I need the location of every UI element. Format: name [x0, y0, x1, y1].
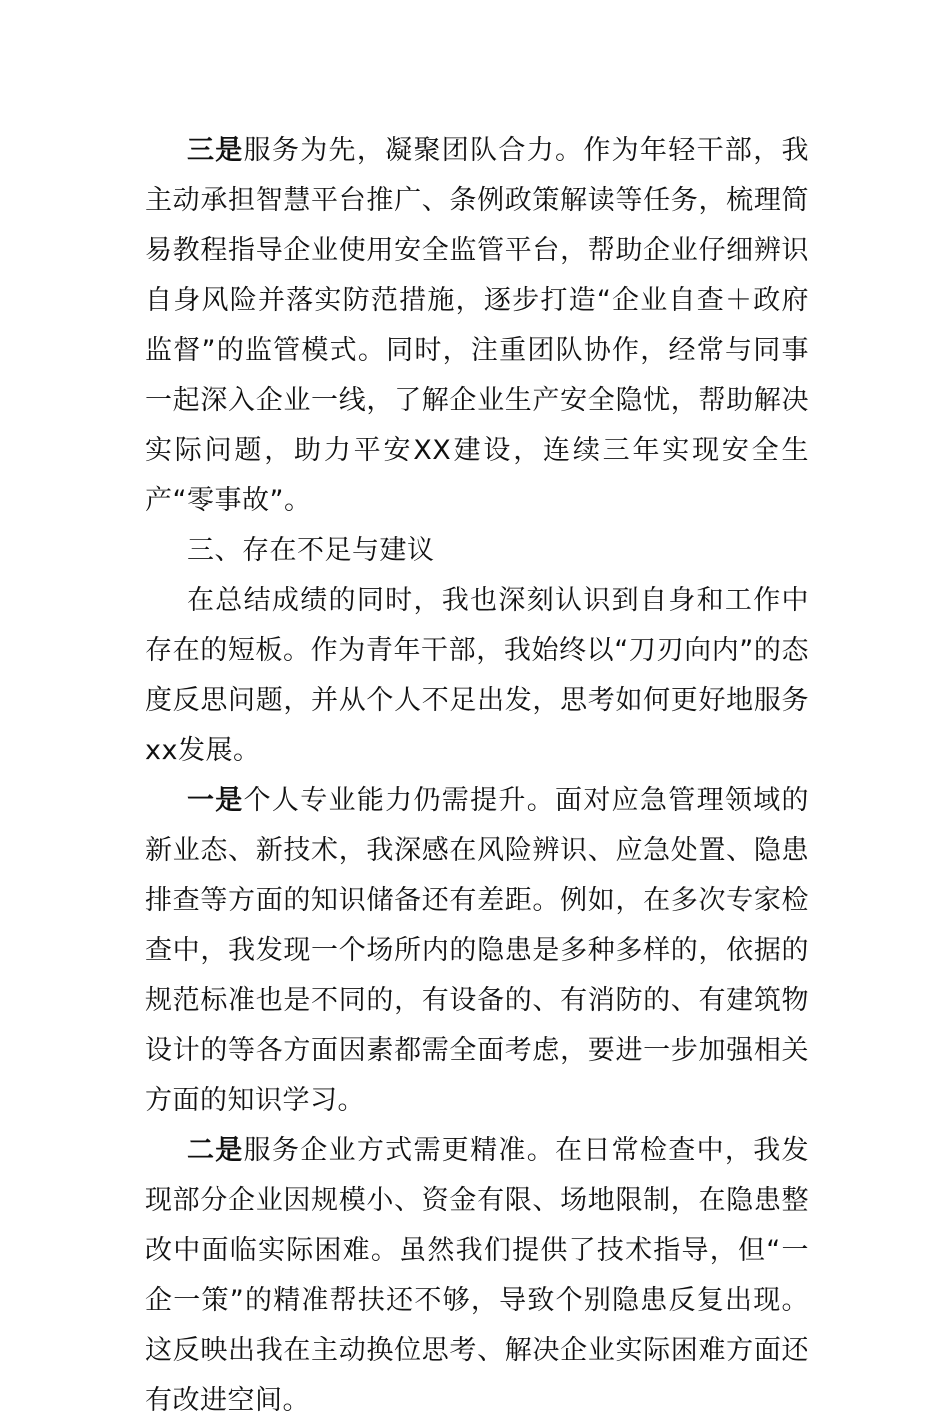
paragraph-lead: 三是 [187, 135, 244, 166]
paragraph-first-point [145, 776, 809, 1126]
section-heading-shortcomings [145, 526, 809, 576]
paragraph-text: 在总结成绩的同时，我也深刻认识到自身和工作中存在的短板。作为青年干部，我始终以“刀刃向内”的态度反思问题，并从个人不足出发，思考如何更好地服务xx发展。 [145, 585, 809, 766]
paragraph-text: 服务企业方式需更精准。在日常检查中，我发现部分企业因规模小、资金有限、场地限制，在隐患整改中面临实际困难。虽然我们提供了技术指导，但“一企一策”的精准帮扶还不够，导致个别隐患反复出现。这反映出我在主动换位思考、解决企业实际困难方面还有改进空间。 [145, 1135, 810, 1416]
paragraph-lead: 二是 [187, 1135, 244, 1166]
section-heading-text: 三、存在不足与建议 [187, 535, 435, 566]
document-body [145, 126, 809, 1426]
paragraph-summary [145, 576, 809, 776]
paragraph-text: 服务为先，凝聚团队合力。作为年轻干部，我主动承担智慧平台推广、条例政策解读等任务，梳理简易教程指导企业使用安全监管平台，帮助企业仔细辨识自身风险并落实防范措施，逐步打造“企业自查＋政府监督”的监管模式。同时，注重团队协作，经常与同事一起深入企业一线，了解企业生产安全隐忧，帮助解决实际问题，助力平安XX建设，连续三年实现安全生产“零事故”。 [145, 135, 810, 516]
paragraph-second-point [145, 1126, 809, 1426]
paragraph-text: 个人专业能力仍需提升。面对应急管理领域的新业态、新技术，我深感在风险辨识、应急处置、隐患排查等方面的知识储备还有差距。例如，在多次专家检查中，我发现一个场所内的隐患是多种多样的，依据的规范标准也是不同的，有设备的、有消防的、有建筑物设计的等各方面因素都需全面考虑，要进一步加强相关方面的知识学习。 [145, 785, 810, 1116]
paragraph-lead: 一是 [187, 785, 244, 816]
paragraph-service-first [145, 126, 809, 526]
